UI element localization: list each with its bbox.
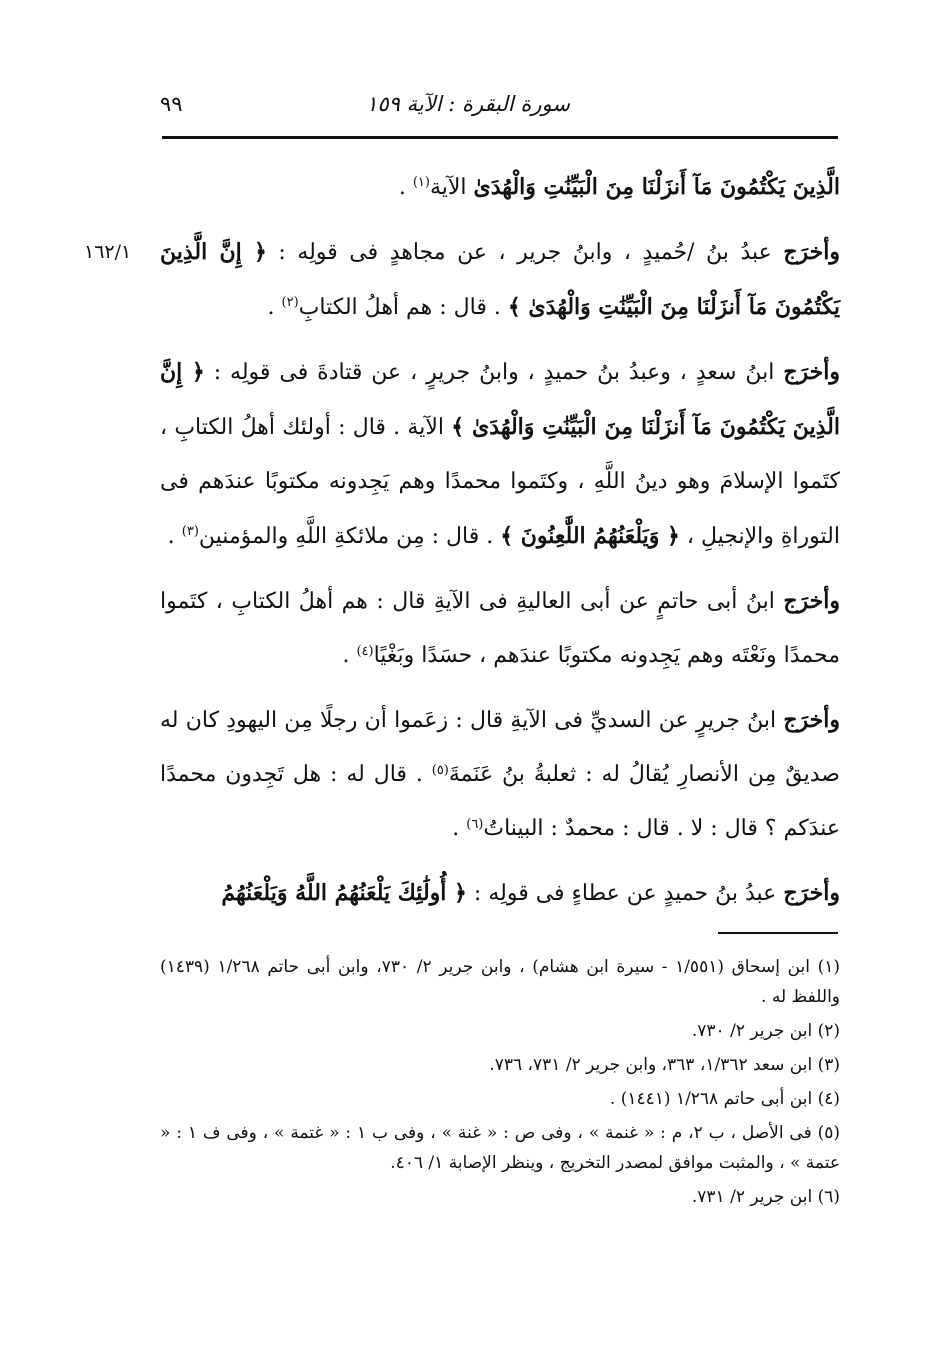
paragraph-text: . xyxy=(267,295,282,320)
footnote-ref[interactable]: (١) xyxy=(412,175,430,190)
paragraph-text: عبدُ بنُ /حُميدٍ ، وابنُ جرير ، عن مجاهدٍ فى قولِه : xyxy=(266,240,784,265)
quran-quote: ﴿ إِنَّ الَّذِينَ يَكْتُمُونَ مَآ أَنزَلْنَا مِنَ الْبَيِّنَٰتِ وَالْهُدَىٰ ﴾ xyxy=(160,359,841,440)
paragraph-text: . xyxy=(452,816,467,841)
paragraph-text: . xyxy=(167,524,182,549)
footnote-rule xyxy=(718,932,838,934)
paragraph-text: ابنُ سعدٍ ، وعبدُ بنُ حميدٍ ، وابنُ جريرٍ ، عن قتادةَ فى قولِه : xyxy=(204,360,784,385)
margin-reference: ١٦٢/١ xyxy=(84,241,132,263)
running-header xyxy=(160,88,840,128)
header-rule xyxy=(162,136,838,139)
paragraph-text: . قال له : هل تَجِدون محمدًا عندَكم ؟ قال : لا . قال : محمدٌ : البيناتُ xyxy=(160,762,840,841)
footnote-1: (١) ابن إسحاق (١/٥٥١ - سيرة ابن هشام) ، وابن جرير ٢/ ٧٣٠، وابن أبى حاتم ١/٢٦٨ (١٤٣٩) واللفظ له . xyxy=(160,957,840,1007)
paragraph-text: ابنُ جريرٍ عن السديِّ فى الآيةِ قال : زعَموا أن رجلًا مِن اليهودِ كان له صديقٌ مِن الأنصارِ يُقالُ له : ثعلبةُ بنُ عَنَمةَ xyxy=(160,708,840,787)
paragraph-1 xyxy=(160,160,840,215)
footnote-5: (٥) فى الأصل ، ب ٢، م : « غنمة » ، وفى ص : « غنة » ، وفى ب ١ : « غتمة » ، وفى ف ١ : « عتمة » ، والمثبت موافق لمصدر التخريج ، وينظر الإصابة ١/ ٤٠٦. xyxy=(160,1123,840,1173)
paragraph-3 xyxy=(160,345,840,564)
footnote-ref[interactable]: (٥) xyxy=(431,763,449,778)
paragraph-4 xyxy=(160,574,840,683)
paragraph-text: . قال : مِن ملائكةِ اللَّهِ والمؤمنين xyxy=(198,524,501,549)
quran-quote: ﴿ وَيَلْعَنُهُمُ اللَّٰعِنُونَ ﴾ xyxy=(500,523,680,549)
paragraph-text: الآية . قال : أولئك أهلُ الكتابِ ، كتَموا الإسلامَ وهو دينُ اللَّهِ ، وكتَموا محمدًا وهم يَجِدونه مكتوبًا عندَهم فى التوراةِ والإنجيلِ ، xyxy=(160,415,840,549)
paragraph-text: . xyxy=(398,175,413,200)
lead-word: وأخرَج xyxy=(783,880,840,906)
page-number: ٩٩ xyxy=(160,92,183,116)
paragraph-text: ابنُ أبى حاتمٍ عن أبى العاليةِ فى الآيةِ قال : هم أهلُ الكتابِ ، كتَموا محمدًا ونَعْتَه وهم يَجِدونه مكتوبًا عندَهم ، حسَدًا وبَغْيًا xyxy=(160,589,840,668)
paragraph-5 xyxy=(160,693,840,856)
lead-word: وأخرَج xyxy=(783,359,840,385)
footnote-2: (٢) ابن جرير ٢/ ٧٣٠. xyxy=(691,1021,840,1041)
footnotes xyxy=(160,952,840,1216)
paragraph-6 xyxy=(160,866,840,921)
quran-quote: ﴿ إِنَّ الَّذِينَ يَكْتُمُونَ مَآ أَنزَلْنَا مِنَ الْبَيِّنَٰتِ وَالْهُدَىٰ ﴾ xyxy=(160,239,840,320)
paragraph-text: . قال : هم أهلُ الكتابِ xyxy=(298,295,508,320)
footnote-6: (٦) ابن جرير ٢/ ٧٣١. xyxy=(691,1187,840,1207)
paragraph-text: الآية xyxy=(429,175,474,200)
lead-word: وأخرَج xyxy=(783,707,840,733)
footnote-ref[interactable]: (٣) xyxy=(181,524,199,539)
footnote-ref[interactable]: (٤) xyxy=(356,644,374,659)
footnote-ref[interactable]: (٢) xyxy=(281,295,299,310)
paragraph-text: . xyxy=(342,643,357,668)
surah-title: سورة البقرة : الآية ١٥٩ xyxy=(366,92,570,116)
quran-quote: ﴿ أُولَٰئِكَ يَلْعَنُهُمُ اللَّهُ وَيَلْعَنُهُمُ xyxy=(221,880,467,906)
lead-word: وأخرَج xyxy=(783,588,840,614)
paragraph-2 xyxy=(160,225,840,335)
footnote-4: (٤) ابن أبى حاتم ١/٢٦٨ (١٤٤١) . xyxy=(609,1089,840,1109)
footnote-3: (٣) ابن سعد ١/٣٦٢، ٣٦٣، وابن جرير ٢/ ٧٣١، ٧٣٦. xyxy=(489,1055,840,1075)
paragraph-text: عبدُ بنُ حميدٍ عن عطاءٍ فى قولِه : xyxy=(466,881,784,906)
quran-quote: الَّذِينَ يَكْتُمُونَ مَآ أَنزَلْنَا مِنَ الْبَيِّنَٰتِ وَالْهُدَىٰ xyxy=(473,174,840,200)
footnote-ref[interactable]: (٦) xyxy=(466,817,484,832)
main-text xyxy=(160,160,840,931)
lead-word: وأخرَج xyxy=(783,239,840,265)
